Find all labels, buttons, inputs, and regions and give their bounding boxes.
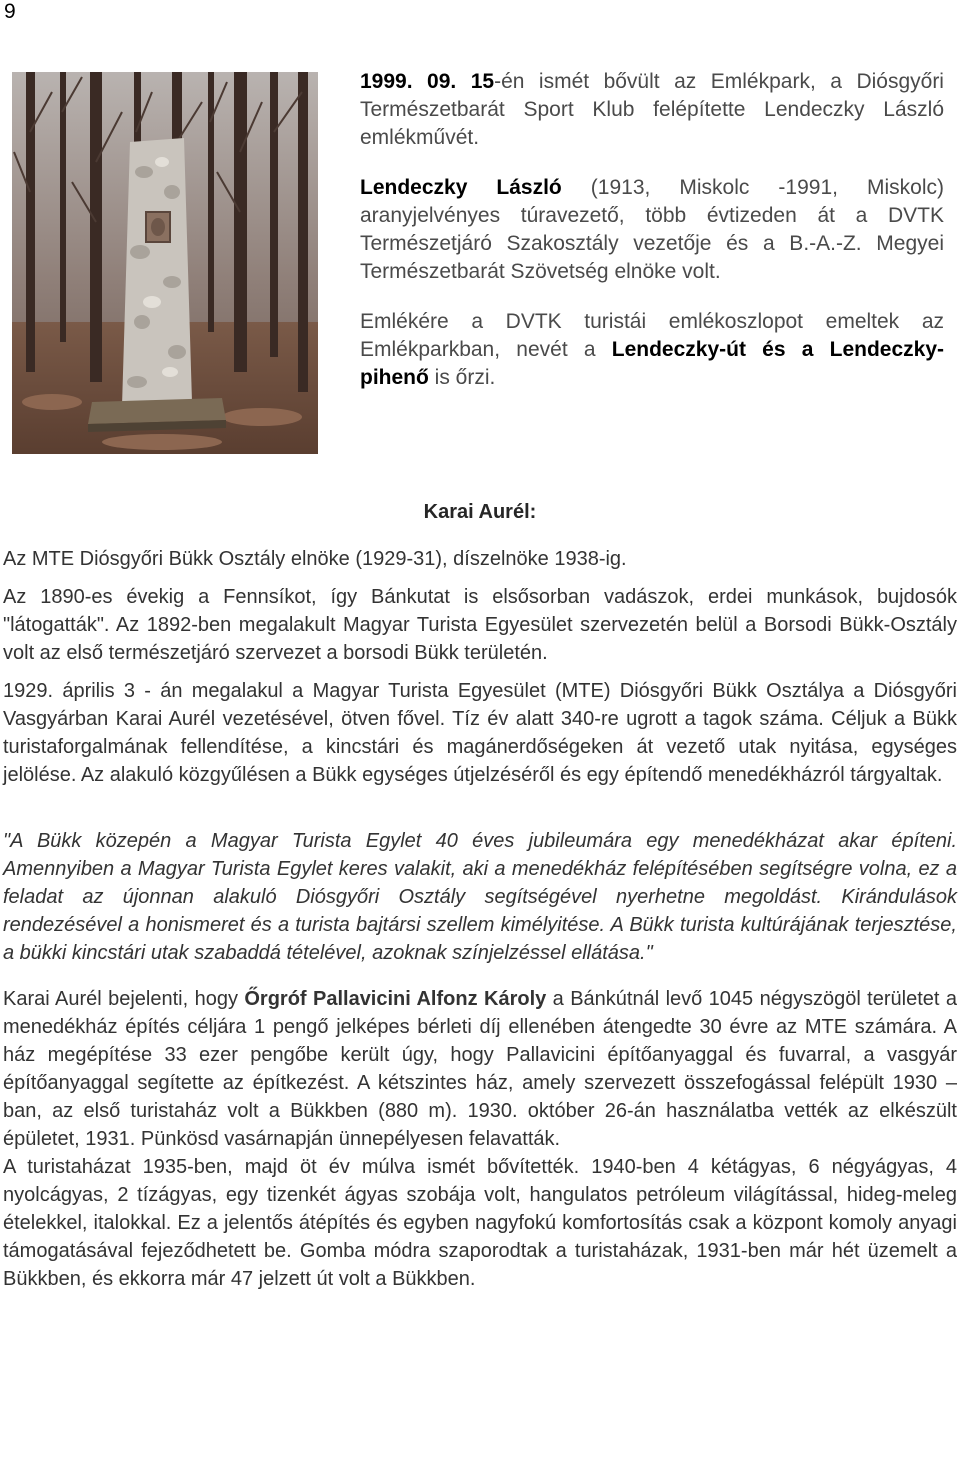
body-text xyxy=(3,545,957,1293)
intro-paragraph-1: 1999. 09. 15-én ismét bővült az Emlékpark, a Diósgyőri Természetbarát Sport Klub felépítette Lendeczky László emlékművét. xyxy=(360,70,944,149)
person-name: Lendeczky László xyxy=(360,176,562,199)
body-paragraph-1: Az MTE Diósgyőri Bükk Osztály elnöke (1929-31), díszelnöke 1938-ig. xyxy=(3,548,627,570)
quote-paragraph: "A Bükk közepén a Magyar Turista Egylet 40 éves jubileumára egy menedékházat akar építeni. Amennyiben a Magyar Turista Egylet keres valakit, aki a menedékház felépítésében segítségre volna, ez a feladat az újonnan alakuló Diósgyőri Osztály segítségével nyerhetne megoldást. Kirándulások rendezésével a honismeret és a turista bajtársi szellem kimélyitése. A Bükk turista kultúrájának terjesztése, a bükki kincstári utak szabaddá tételével, azoknak színjelzéssel ellátása." xyxy=(3,830,957,964)
memorial-stone-photo xyxy=(12,72,318,454)
intro-paragraph-2: Lendeczky László (1913, Miskolc -1991, Miskolc) aranyjelvényes túravezető, több évtizeden át a DVTK Természetjáró Szakosztály vezetője és a B.-A.-Z. Megyei Természetbarát Szövetség elnöke volt. xyxy=(360,176,944,283)
place-names: Lendeczky-út és a Lendeczky-pihenő xyxy=(360,338,945,389)
intro-text xyxy=(360,68,944,414)
date: 1999. 09. 15 xyxy=(360,70,495,93)
intro-paragraph-3: Emlékére a DVTK turistái emlékoszlopot emeltek az Emlékparkban, nevét a Lendeczky-út és a Lendeczky-pihenő is őrzi. xyxy=(360,310,945,389)
body-paragraph-3: 1929. április 3 - án megalakul a Magyar Turista Egyesület (MTE) Diósgyőri Bükk Osztálya a Diósgyőri Vasgyárban Karai Aurél vezetésével, ötven fővel. Tíz év alatt 340-re ugrott a tagok száma. Céljuk a Bükk turistaforgalmának fellendítése, a kincstári és magánerdőségeken át vezető utak nyitása, egységes jelölése. Az alakuló közgyűlésen a Bükk egységes útjelzéséről és egy építendő menedékházról tárgyaltak. xyxy=(3,680,957,786)
section-heading: Karai Aurél: xyxy=(423,501,537,523)
body-paragraph-2: Az 1890-es évekig a Fennsíkot, így Bánkutat is elsősorban vadászok, erdei munkások, bujdosók "látogatták". Az 1892-ben megalakult Magyar Turista Egyesület szervezetén belül a Borsodi Bükk-Osztály volt az első természetjáró szervezet a borsodi Bükk területén. xyxy=(3,586,957,664)
body-paragraph-4: Karai Aurél bejelenti, hogy Őrgróf Pallavicini Alfonz Károly a Bánkútnál levő 1045 négyszögöl területet a menedékház építés céljára 1 pengő jelképes bérleti díj ellenében átengedte 30 évre az MTE számára. A ház megépítése 33 ezer pengőbe került úgy, hogy Pallavicini építőanyaggal és fuvarral, a vasgyár építőanyaggal segítette az építkezést. A kétszintes ház, amely szervezett összefogással felépült 1930 – ban, az első turistaház volt a Bükkben (880 m). 1930. október 26-án használatba vették az elkészült épületet, 1931. Pünkösd vasárnapján ünnepélyesen felavatták. xyxy=(3,988,957,1150)
nobleman-name: Őrgróf Pallavicini Alfonz Károly xyxy=(244,988,547,1010)
page-number: 9 xyxy=(4,0,16,23)
body-paragraph-5: A turistaházat 1935-ben, majd öt év múlva ismét bővítették. 1940-ben 4 kétágyas, 6 négyágyas, 4 nyolcágyas, 2 tízágyas, egy tizenkét ágyas szobája volt, hangulatos petróleum világítással, hideg-meleg ételekkel, italokkal. Ez a jelentős átépítés és egyben nagyfokú komfortosítás csak a központ komoly anyagi támogatásával fejeződhetett be. Gomba módra szaporodtak a turistaházak, 1931-ben már hét üzemelt a Bükkben, és ekkorra már 47 jelzett út volt a Bükkben. xyxy=(3,1156,957,1290)
